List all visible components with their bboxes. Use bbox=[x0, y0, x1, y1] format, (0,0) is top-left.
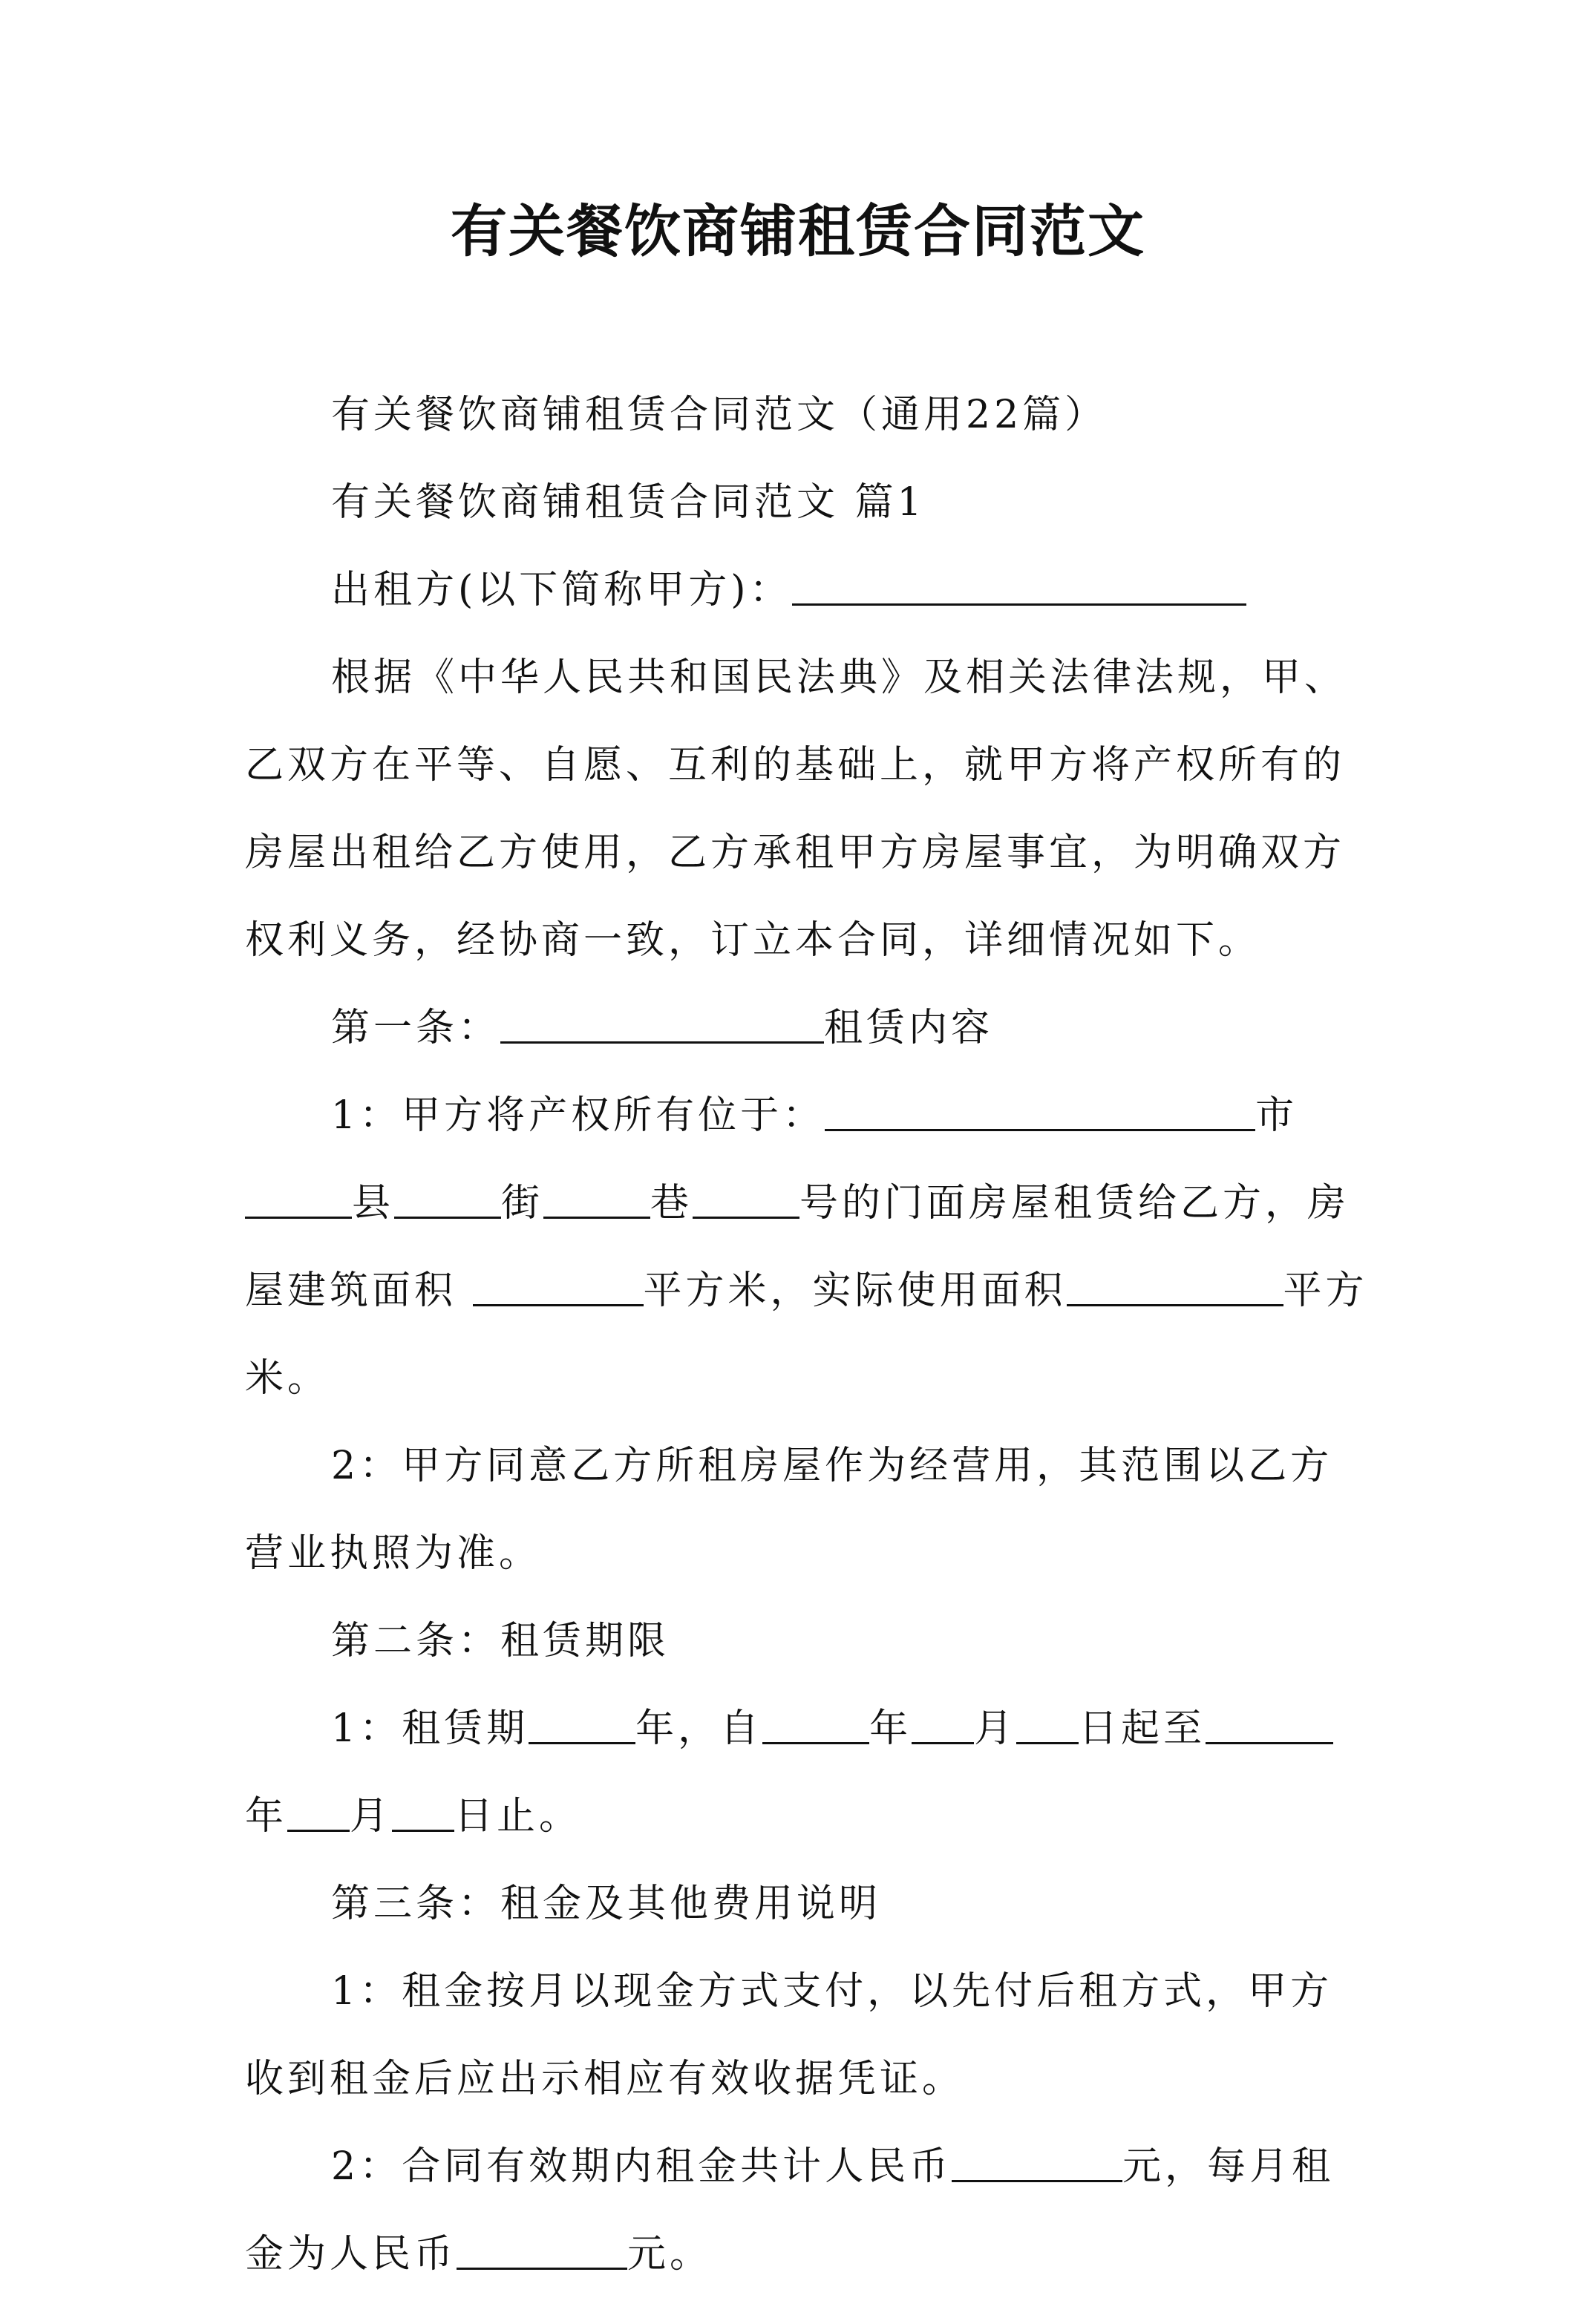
article-2-item-1 bbox=[245, 1685, 1373, 1860]
term-years-blank bbox=[529, 1703, 635, 1744]
article-3-item-1 bbox=[245, 1948, 1373, 2123]
article-3-item-2 bbox=[245, 2123, 1373, 2298]
start-day-blank bbox=[1016, 1703, 1079, 1744]
article-2-heading bbox=[245, 1597, 1373, 1685]
lessor-line bbox=[245, 546, 1373, 634]
article-1-item-1 bbox=[245, 1072, 1373, 1422]
start-year-blank bbox=[762, 1703, 869, 1744]
part-heading-text: 有关餐饮商铺租赁合同范文 篇1 bbox=[331, 480, 926, 525]
article-2-item-1-f: 年 bbox=[245, 1794, 288, 1839]
article-1-item-1-g: 平方米，实际使用面积 bbox=[643, 1269, 1067, 1313]
article-1-item-1-c: 县 bbox=[352, 1181, 395, 1225]
article-1-item-1-a: 1：甲方将产权所有位于： bbox=[331, 1093, 825, 1138]
end-day-blank bbox=[392, 1791, 454, 1832]
article-2-item-1-a: 1：租赁期 bbox=[331, 1706, 529, 1751]
end-year-blank bbox=[1206, 1703, 1333, 1744]
document-title: 有关餐饮商铺租赁合同范文 bbox=[451, 198, 1145, 264]
article-2-heading-text: 第二条：租赁期限 bbox=[331, 1619, 670, 1663]
article-2-item-1-c: 年 bbox=[869, 1706, 912, 1751]
total-rent-blank bbox=[952, 2141, 1122, 2182]
article-2-item-1-b: 年，自 bbox=[635, 1706, 763, 1751]
article-1-suffix: 租赁内容 bbox=[824, 1006, 994, 1050]
article-1-item-2-text: 2：甲方同意乙方所租房屋作为经营用，其范围以乙方营业执照为准。 bbox=[245, 1444, 1333, 1576]
article-1-blank bbox=[500, 1003, 824, 1044]
article-1-item-1-b: 市 bbox=[1255, 1093, 1298, 1138]
article-2-item-1-d: 月 bbox=[974, 1706, 1017, 1751]
city-blank bbox=[825, 1090, 1255, 1131]
start-month-blank bbox=[912, 1703, 974, 1744]
part-heading bbox=[245, 459, 1373, 546]
article-1-item-1-e: 巷 bbox=[650, 1181, 693, 1225]
article-3-item-2-b: 元，每月租金为人民币 bbox=[245, 2144, 1335, 2276]
lessor-blank bbox=[792, 565, 1246, 606]
intro-paragraph bbox=[245, 634, 1373, 984]
lane-blank bbox=[543, 1178, 650, 1219]
number-blank bbox=[693, 1178, 799, 1219]
lessor-label: 出租方(以下简称甲方)： bbox=[331, 568, 792, 612]
article-3-item-2-a: 2：合同有效期内租金共计人民币 bbox=[331, 2144, 952, 2189]
article-3-heading-text: 第三条：租金及其他费用说明 bbox=[331, 1882, 882, 1926]
article-2-item-1-g: 月 bbox=[350, 1794, 393, 1839]
article-3-item-2-c: 元。 bbox=[627, 2232, 713, 2276]
subtitle-text: 有关餐饮商铺租赁合同范文（通用22篇） bbox=[331, 393, 1108, 437]
article-1-item-2 bbox=[245, 1422, 1373, 1597]
article-1-item-1-d: 街 bbox=[501, 1181, 544, 1225]
article-2-item-1-e: 日起至 bbox=[1079, 1706, 1206, 1751]
monthly-rent-blank bbox=[457, 2229, 627, 2270]
article-3-item-1-text: 1：租金按月以现金方式支付，以先付后租方式，甲方收到租金后应出示相应有效收据凭证。 bbox=[245, 1969, 1333, 2101]
usable-area-blank bbox=[1067, 1266, 1283, 1306]
article-2-item-1-h: 日止。 bbox=[454, 1794, 582, 1839]
article-1-item-1-f: 号的门面房屋租赁给乙方，房屋建筑面积 bbox=[245, 1181, 1350, 1313]
street-blank bbox=[394, 1178, 501, 1219]
article-3-heading bbox=[245, 1860, 1373, 1948]
end-month-blank bbox=[287, 1791, 350, 1832]
article-1-heading bbox=[245, 984, 1373, 1072]
intro-text: 根据《中华人民共和国民法典》及相关法律法规，甲、乙双方在平等、自愿、互利的基础上，就甲方将产权所有的房屋出租给乙方使用，乙方承租甲方房屋事宜，为明确双方权利义务，经协商一致，订立本合同，详细情况如下。 bbox=[245, 655, 1347, 963]
document-body bbox=[245, 371, 1373, 2298]
article-1-prefix: 第一条： bbox=[331, 1006, 501, 1050]
subtitle bbox=[245, 371, 1373, 459]
county-blank bbox=[245, 1178, 352, 1219]
building-area-blank bbox=[473, 1266, 644, 1306]
article-1-item-1-h: 平方米。 bbox=[245, 1269, 1368, 1401]
